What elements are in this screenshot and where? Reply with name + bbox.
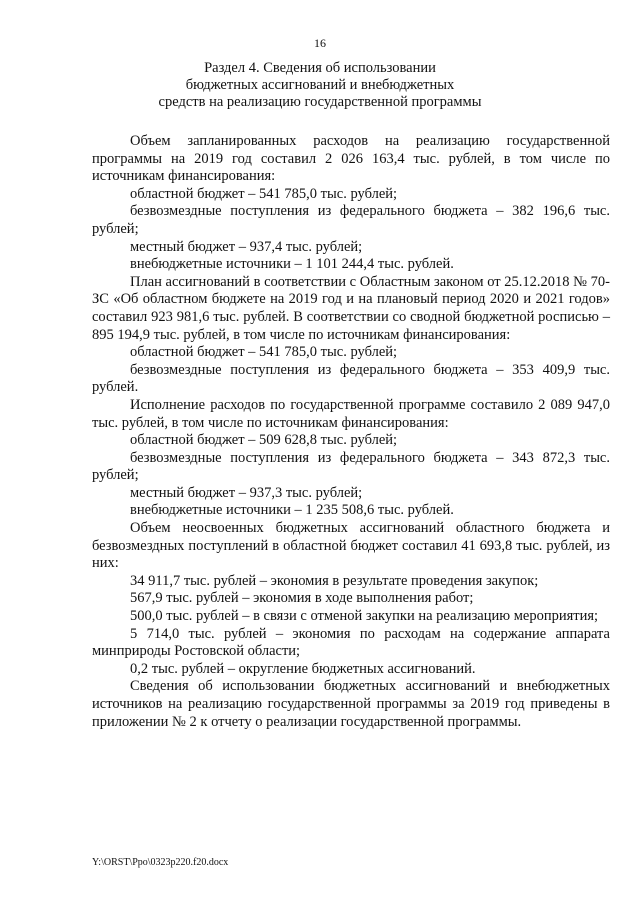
- paragraph: местный бюджет – 937,4 тыс. рублей;: [130, 238, 363, 255]
- paragraph: Исполнение расходов по государственной программе составило 2 089 947,0 тыс. рублей, в том числе по источникам финансирования:: [92, 396, 610, 431]
- body-text: [92, 133, 610, 731]
- paragraph: безвозмездные поступления из федерального бюджета – 382 196,6 тыс. рублей;: [92, 203, 610, 237]
- paragraph: внебюджетные источники – 1 235 508,6 тыс. рублей.: [130, 502, 454, 519]
- page-number: 16: [314, 36, 326, 50]
- paragraph: областной бюджет – 541 785,0 тыс. рублей;: [130, 185, 398, 202]
- paragraph: Объем неосвоенных бюджетных ассигнований областного бюджета и безвозмездных поступлений в областной бюджет составил 41 693,8 тыс. рублей, из них:: [92, 520, 610, 572]
- paragraph: безвозмездные поступления из федерального бюджета – 343 872,3 тыс. рублей;: [92, 449, 610, 484]
- paragraph: 500,0 тыс. рублей – в связи с отменой закупки на реализацию мероприятия;: [130, 608, 599, 625]
- paragraph: местный бюджет – 937,3 тыс. рублей;: [130, 484, 363, 501]
- paragraph: областной бюджет – 541 785,0 тыс. рублей;: [130, 344, 398, 361]
- paragraph: Сведения об использовании бюджетных ассигнований и внебюджетных источников на реализацию государственной программы за 2019 год приведены в приложении № 2 к отчету о реализации государственной программы.: [92, 678, 610, 730]
- paragraph: 34 911,7 тыс. рублей – экономия в результате проведения закупок;: [130, 572, 539, 589]
- paragraph: 0,2 тыс. рублей – округление бюджетных ассигнований.: [130, 660, 476, 677]
- paragraph: безвозмездные поступления из федерального бюджета – 353 409,9 тыс. рублей.: [92, 361, 610, 396]
- paragraph: Объем запланированных расходов на реализацию государственной программы на 2019 год составил 2 026 163,4 тыс. рублей, в том числе по источникам финансирования:: [92, 133, 610, 185]
- heading-line: Раздел 4. Сведения об использовании: [204, 60, 436, 76]
- paragraph: 5 714,0 тыс. рублей – экономия по расходам на содержание аппарата минприроды Ростовской области;: [92, 625, 610, 660]
- heading-line: бюджетных ассигнований и внебюджетных: [185, 77, 455, 93]
- heading-line: средств на реализацию государственной программы: [158, 94, 482, 110]
- paragraph: 567,9 тыс. рублей – экономия в ходе выполнения работ;: [130, 590, 474, 607]
- file-path-footer: Y:\ORST\Ppo\0323p220.f20.docx: [92, 857, 229, 868]
- paragraph: План ассигнований в соответствии с Областным законом от 25.12.2018 № 70-ЗС «Об областном бюджете на 2019 год и на плановый период 2020 и 2021 годов» составил 923 981,6 тыс. рублей. В соответствии со сводной бюджетной росписью – 895 194,9 тыс. рублей, в том числе по источникам финансирования:: [92, 273, 610, 343]
- section-heading: [80, 60, 560, 111]
- paragraph: областной бюджет – 509 628,8 тыс. рублей;: [130, 432, 398, 449]
- paragraph: внебюджетные источники – 1 101 244,4 тыс. рублей.: [130, 256, 454, 273]
